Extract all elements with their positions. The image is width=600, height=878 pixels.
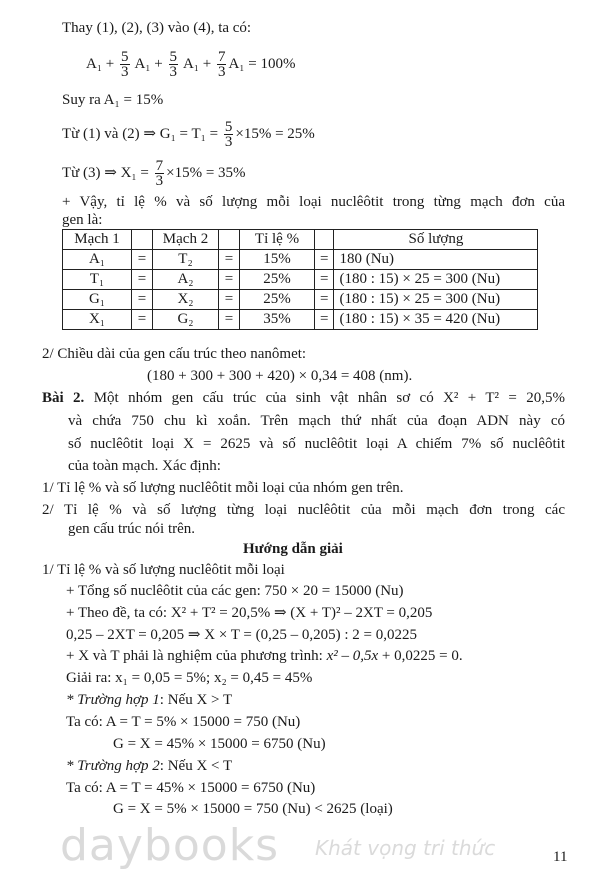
fraction	[169, 50, 179, 79]
table-cell: X₁	[63, 310, 132, 330]
text: + 0,0225 = 0.	[378, 648, 463, 664]
table-cell: (180 : 15) × 35 = 420 (Nu)	[334, 310, 538, 330]
numerator: 5	[121, 49, 129, 65]
case-condition: : Nếu X < T	[159, 758, 233, 774]
table-cell: (180 : 15) × 25 = 300 (Nu)	[334, 270, 538, 290]
table-row	[63, 250, 538, 270]
equation-x1	[62, 159, 246, 188]
table-cell: X₂	[153, 290, 219, 310]
table-header	[132, 230, 153, 250]
question-1: 1/ Tỉ lệ % và số lượng nuclêôtit mỗi loại của nhóm gen trên.	[42, 480, 404, 496]
numerator: 7	[155, 158, 164, 174]
solution-line: G = X = 5% × 15000 = 750 (Nu) < 2625 (loại)	[113, 801, 393, 817]
watermark-slogan: Khát vọng tri thức	[315, 836, 496, 860]
table-cell: 15%	[240, 250, 315, 270]
denominator: 3	[217, 64, 226, 80]
eq-term: ×15% = 25%	[235, 125, 315, 142]
eq-term: Từ (1) và (2) ⇒ G₁ = T₁ =	[62, 125, 219, 142]
table-cell: A₂	[153, 270, 219, 290]
solution-line: 1/ Tỉ lệ % và số lượng nuclêôtit mỗi loại	[42, 562, 285, 578]
eq-term: A₁ = 100%	[228, 55, 296, 72]
text: + X và T phải là nghiệm của phương trình:	[66, 648, 327, 664]
table-row	[63, 310, 538, 330]
table-cell: G₂	[153, 310, 219, 330]
table-cell: 25%	[240, 290, 315, 310]
text-line: Thay (1), (2), (3) vào (4), ta có:	[62, 20, 252, 36]
case-label: * Trường hợp 2	[66, 758, 160, 774]
fraction	[217, 50, 227, 79]
case-2-heading	[66, 757, 232, 775]
table-cell: (180 : 15) × 25 = 300 (Nu)	[334, 290, 538, 310]
fraction	[155, 159, 165, 188]
denominator: 3	[169, 64, 177, 80]
table-cell: T₁	[63, 270, 132, 290]
denominator: 3	[155, 173, 164, 189]
exercise-label: Bài 2.	[42, 390, 85, 406]
equation-sum	[86, 50, 296, 79]
table-cell: G₁	[63, 290, 132, 310]
text-line: gen là:	[62, 212, 103, 228]
exercise-line: số nuclêôtit loại X = 2625 và số nuclêôtit loại A chiếm 7% số nuclêôtit	[68, 436, 565, 452]
table-cell: A₁	[63, 250, 132, 270]
table-cell: 180 (Nu)	[334, 250, 538, 270]
question-2-cont: gen cấu trúc nói trên.	[68, 521, 196, 537]
math-var: x² – 0,5x	[326, 648, 379, 664]
table-header-row	[63, 230, 538, 250]
solution-line: G = X = 45% × 15000 = 6750 (Nu)	[113, 736, 326, 752]
table-header: Tỉ lệ %	[240, 230, 315, 250]
solution-line: Giải ra: x₁ = 0,05 = 5%; x₂ = 0,45 = 45%	[66, 670, 313, 686]
table-cell: =	[315, 310, 334, 330]
table-header: Mạch 2	[153, 230, 219, 250]
table-cell: =	[219, 310, 240, 330]
exercise-line: của toàn mạch. Xác định:	[68, 458, 221, 474]
exercise-line	[42, 389, 565, 407]
solution-line: + Tổng số nuclêôtit của các gen: 750 × 20 = 15000 (Nu)	[66, 583, 404, 599]
exercise-text: Một nhóm gen cấu trúc của sinh vật nhân sơ có X² + T² = 20,5%	[93, 390, 565, 406]
table-header	[315, 230, 334, 250]
nucleotide-table	[62, 229, 538, 330]
solution-line: 0,25 – 2XT = 0,205 ⇒ X × T = (0,25 – 0,205) : 2 = 0,0225	[66, 627, 417, 643]
page-number: 11	[553, 849, 568, 865]
table-cell: 25%	[240, 270, 315, 290]
exercise-line: và chứa 750 chu kì xoắn. Trên mạch thứ nhất của đoạn ADN này có	[68, 413, 565, 429]
table-cell: =	[315, 270, 334, 290]
case-1-heading	[66, 691, 232, 709]
eq-term: Từ (3) ⇒ X₁ =	[62, 164, 149, 181]
table-row	[63, 270, 538, 290]
solution-line	[66, 647, 463, 665]
numerator: 5	[169, 49, 177, 65]
table-cell: 35%	[240, 310, 315, 330]
fraction	[224, 120, 234, 149]
solution-line: Ta có: A = T = 45% × 15000 = 6750 (Nu)	[66, 780, 316, 796]
eq-term: A₁ +	[182, 55, 212, 72]
denominator: 3	[224, 134, 233, 150]
table-header: Mạch 1	[63, 230, 132, 250]
text-line: + Vậy, tỉ lệ % và số lượng mỗi loại nuclêôtit trong từng mạch đơn của	[62, 194, 565, 210]
table-row	[63, 290, 538, 310]
table-cell: =	[219, 270, 240, 290]
eq-term: A₁ +	[86, 55, 115, 72]
question-2: 2/ Tỉ lệ % và số lượng từng loại nuclêôtit của mỗi mạch đơn trong các	[42, 502, 565, 518]
table-cell: =	[315, 290, 334, 310]
solution-line: + Theo đề, ta có: X² + T² = 20,5% ⇒ (X + T)² – 2XT = 0,205	[66, 605, 433, 621]
table-header: Số lượng	[334, 230, 538, 250]
solution-line: Ta có: A = T = 5% × 15000 = 750 (Nu)	[66, 714, 301, 730]
table-cell: =	[219, 290, 240, 310]
text-line: 2/ Chiều dài của gen cấu trúc theo nanômet:	[42, 346, 307, 362]
text-line: (180 + 300 + 300 + 420) × 0,34 = 408 (nm).	[147, 368, 413, 384]
table-cell: =	[132, 270, 153, 290]
table-cell: =	[132, 250, 153, 270]
equation-g1	[62, 120, 315, 149]
denominator: 3	[121, 64, 129, 80]
eq-term: A₁ +	[134, 55, 163, 72]
table-cell: =	[315, 250, 334, 270]
table-cell: T₂	[153, 250, 219, 270]
text-line: Suy ra A₁ = 15%	[62, 92, 164, 108]
eq-term: ×15% = 35%	[166, 164, 246, 181]
table-cell: =	[219, 250, 240, 270]
numerator: 5	[224, 119, 233, 135]
table-cell: =	[132, 290, 153, 310]
numerator: 7	[217, 49, 226, 65]
case-label: * Trường hợp 1	[66, 692, 160, 708]
solution-title: Hướng dẫn giải	[243, 541, 343, 557]
fraction	[120, 50, 130, 79]
table-cell: =	[132, 310, 153, 330]
watermark-brand: daybooks	[60, 820, 280, 871]
table-header	[219, 230, 240, 250]
case-condition: : Nếu X > T	[159, 692, 233, 708]
